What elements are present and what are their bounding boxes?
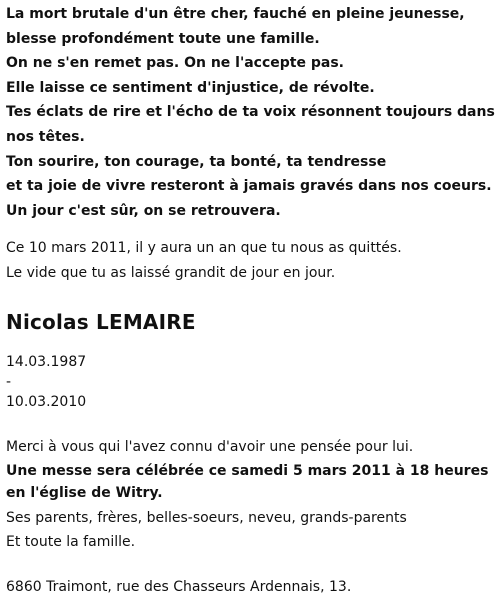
thanks-text: Merci à vous qui l'avez connu d'avoir une pensée pour lui.: [6, 439, 414, 456]
address-block: [6, 575, 496, 599]
anniversary-block: [6, 236, 496, 285]
birth-date: 14.03.1987: [6, 354, 87, 371]
poem-line: Un jour c'est sûr, on se retrouvera.: [6, 202, 281, 219]
date-separator: -: [6, 374, 12, 391]
poem-line: La mort brutale d'un être cher, fauché en pleine jeunesse,: [6, 6, 465, 22]
signature-line: Et toute la famille.: [6, 534, 136, 551]
signature-block: [6, 506, 496, 555]
poem-line: blesse profondément toute une famille.: [6, 30, 320, 47]
life-dates: [6, 352, 496, 412]
obituary-page: [6, 0, 496, 599]
poem-line: Tes éclats de rire et l'écho de ta voix résonnent toujours dans nos têtes.: [6, 104, 495, 145]
thanks-block: [6, 435, 496, 504]
signature-line: Ses parents, frères, belles-soeurs, neveu, grands-parents: [6, 509, 407, 526]
poem-line: Ton sourire, ton courage, ta bonté, ta tendresse: [6, 153, 387, 170]
poem-line: On ne s'en remet pas. On ne l'accepte pas.: [6, 55, 344, 72]
mass-announcement: Une messe sera célébrée ce samedi 5 mars 2011 à 18 heures en l'église de Witry.: [6, 462, 489, 501]
poem-line: Elle laisse ce sentiment d'injustice, de révolte.: [6, 79, 375, 96]
deceased-name: Nicolas LEMAIRE: [6, 310, 196, 335]
poem-line: et ta joie de vivre resteront à jamais gravés dans nos coeurs.: [6, 178, 492, 195]
anniversary-line: Ce 10 mars 2011, il y aura un an que tu nous as quittés.: [6, 240, 402, 257]
address-text: 6860 Traimont, rue des Chasseurs Ardennais, 13.: [6, 578, 352, 595]
anniversary-line: Le vide que tu as laissé grandit de jour en jour.: [6, 264, 336, 281]
poem-block: [6, 2, 496, 223]
death-date: 10.03.2010: [6, 394, 87, 411]
